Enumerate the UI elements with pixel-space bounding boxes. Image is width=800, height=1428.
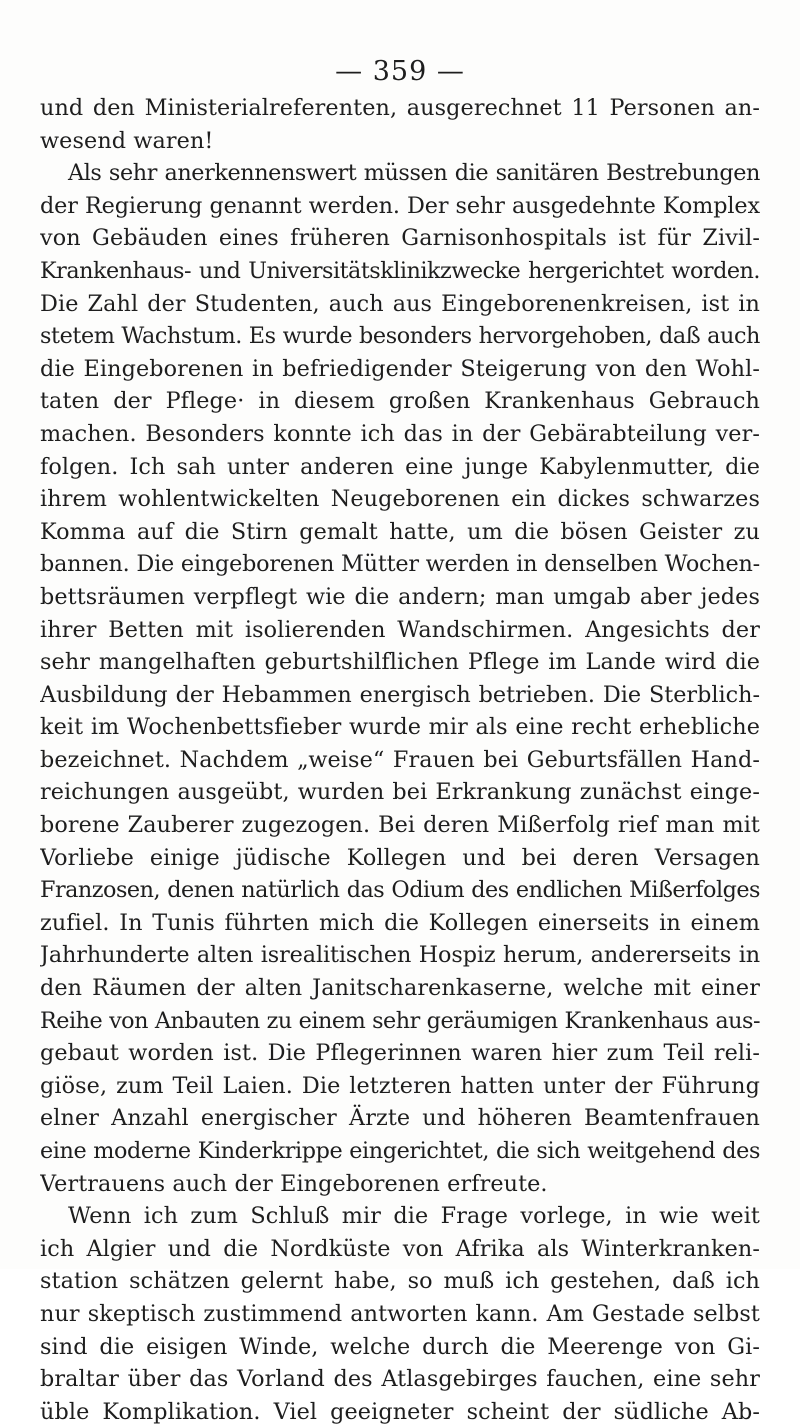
text-line: Reihe von Anbauten zu einem sehr geräumigen Krankenhaus aus- bbox=[40, 1007, 760, 1034]
text-line: folgen. Ich sah unter anderen eine junge Kabylenmutter, die bbox=[40, 453, 760, 480]
text-line: Jahrhunderte alten isrealitischen Hospiz herum, andererseits in bbox=[40, 942, 760, 969]
text-line: sind die eisigen Winde, welche durch die Meerenge von Gi- bbox=[40, 1333, 760, 1360]
text-line: station schätzen gelernt habe, so muß ich gestehen, daß ich bbox=[40, 1268, 760, 1295]
text-line: Franzosen, denen natürlich das Odium des endlichen Mißerfolges bbox=[40, 877, 760, 904]
text-line: taten der Pflege· in diesem großen Krankenhaus Gebrauch bbox=[40, 388, 760, 415]
text-line: der Regierung genannt werden. Der sehr ausgedehnte Komplex bbox=[40, 192, 760, 219]
text-line: machen. Besonders konnte ich das in der Gebärabteilung ver- bbox=[40, 420, 760, 447]
text-line: Vorliebe einige jüdische Kollegen und bei deren Versagen bbox=[40, 844, 760, 871]
text-line: Ausbildung der Hebammen energisch betrieben. Die Sterblich- bbox=[40, 681, 760, 708]
text-line: ihrem wohlentwickelten Neugeborenen ein dickes schwarzes bbox=[40, 486, 760, 513]
text-line: bannen. Die eingeborenen Mütter werden in denselben Wochen- bbox=[40, 551, 760, 578]
text-line: reichungen ausgeübt, wurden bei Erkrankung zunächst einge- bbox=[40, 779, 760, 806]
text-line: borene Zauberer zugezogen. Bei deren Mißerfolg rief man mit bbox=[40, 812, 760, 839]
text-line: nur skeptisch zustimmend antworten kann. Am Gestade selbst bbox=[40, 1300, 760, 1327]
text-line: Die Zahl der Studenten, auch aus Eingeborenenkreisen, ist in bbox=[40, 290, 760, 317]
text-line: gebaut worden ist. Die Pflegerinnen waren hier zum Teil reli- bbox=[40, 1040, 760, 1067]
text-line: braltar über das Vorland des Atlasgebirges fauchen, eine sehr bbox=[40, 1366, 760, 1393]
text-line: bezeichnet. Nachdem „weise“ Frauen bei Geburtsfällen Hand- bbox=[40, 746, 760, 773]
text-line: von Gebäuden eines früheren Garnisonhospitals ist für Zivil- bbox=[40, 225, 760, 252]
text-line: zufiel. In Tunis führten mich die Kollegen einerseits in einem bbox=[40, 909, 760, 936]
text-line: keit im Wochenbettsfieber wurde mir als eine recht erhebliche bbox=[40, 714, 760, 741]
text-line: den Räumen der alten Janitscharenkaserne, welche mit einer bbox=[40, 975, 760, 1002]
text-line: elner Anzahl energischer Ärzte und höheren Beamtenfrauen bbox=[40, 1105, 760, 1132]
text-line: und den Ministerialreferenten, ausgerechnet 11 Personen an- bbox=[40, 95, 760, 121]
body-text bbox=[40, 92, 760, 1428]
text-line: bettsräumen verpflegt wie die andern; man umgab aber jedes bbox=[40, 583, 760, 610]
text-line: ich Algier und die Nordküste von Afrika als Winterkranken- bbox=[40, 1235, 760, 1262]
text-line: die Eingeborenen in befriedigender Steigerung von den Wohl- bbox=[40, 355, 760, 382]
text-line: Wenn ich zum Schluß mir die Frage vorlege, in wie weit bbox=[68, 1203, 760, 1230]
text-line: eine moderne Kinderkrippe eingerichtet, die sich weitgehend des bbox=[40, 1138, 760, 1164]
text-line: wesend waren! bbox=[40, 127, 214, 154]
text-line: Krankenhaus- und Universitätsklinikzwecke hergerichtet worden. bbox=[40, 257, 760, 284]
text-line: üble Komplikation. Viel geeigneter scheint der südliche Ab- bbox=[40, 1398, 760, 1425]
text-line: giöse, zum Teil Laien. Die letzteren hatten unter der Führung bbox=[40, 1072, 760, 1099]
text-line: Als sehr anerkennenswert müssen die sanitären Bestrebungen bbox=[68, 160, 760, 187]
text-line: sehr mangelhaften geburtshilflichen Pflege im Lande wird die bbox=[40, 649, 760, 676]
text-line: Vertrauens auch der Eingeborenen erfreute. bbox=[40, 1170, 548, 1197]
text-line: stetem Wachstum. Es wurde besonders hervorgehoben, daß auch bbox=[40, 323, 760, 350]
text-line: ihrer Betten mit isolierenden Wandschirmen. Angesichts der bbox=[40, 616, 760, 643]
text-line: Komma auf die Stirn gemalt hatte, um die bösen Geister zu bbox=[40, 518, 760, 545]
page-number: — 359 — bbox=[335, 56, 465, 87]
